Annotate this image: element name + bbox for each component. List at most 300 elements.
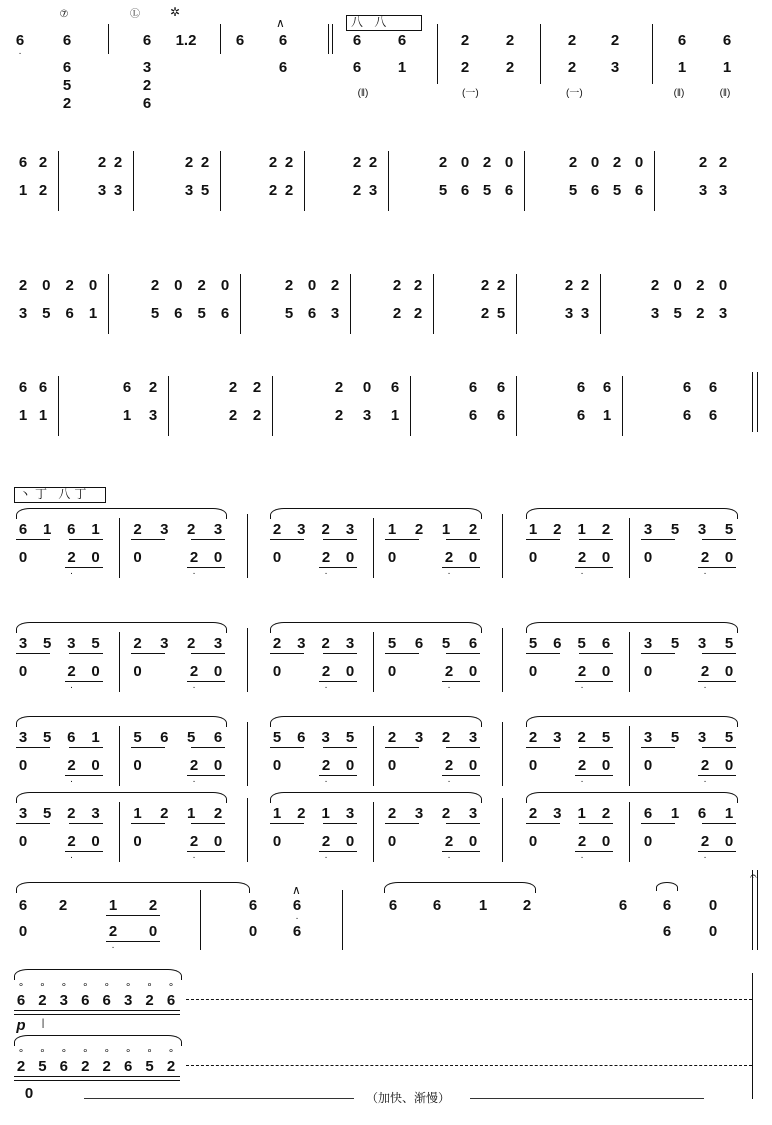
upper-note: 2 <box>18 277 28 294</box>
cadenza-upper-note: 2 <box>38 992 47 1009</box>
upper-note: 5 <box>345 729 355 746</box>
barline <box>328 24 329 54</box>
slur <box>526 508 738 519</box>
upper-note: 3 <box>321 729 330 746</box>
lower-note: 6 <box>65 305 74 322</box>
fermata: 𝄐 <box>750 869 757 883</box>
note: 6 <box>278 32 288 49</box>
octave-dot: · <box>447 852 451 863</box>
barline <box>247 628 248 692</box>
lower-note: 5 <box>150 305 160 322</box>
upper-note: 2 <box>438 154 448 171</box>
upper-note: 6 <box>468 635 478 652</box>
note: 1 <box>722 59 732 76</box>
upper-note: 3 <box>345 805 355 822</box>
underline-beat <box>270 653 304 654</box>
upper-note: 2 <box>160 805 169 822</box>
underline-beat <box>131 747 165 748</box>
underline-beat <box>641 823 675 824</box>
upper-note: 1 <box>577 805 586 822</box>
upper-note: 5 <box>42 635 52 652</box>
upper-note: 3 <box>697 635 707 652</box>
upper-note: 6 <box>390 379 400 396</box>
upper-note: 2 <box>213 805 223 822</box>
octave-dot: · <box>703 776 707 787</box>
upper-note: 2 <box>321 521 330 538</box>
upper-note: 2 <box>321 635 330 652</box>
dashed-extension <box>186 1065 752 1066</box>
upper-note: 6 <box>67 729 76 746</box>
note: 0 <box>18 757 28 774</box>
lower-note: 3 <box>564 305 574 322</box>
underline-beat <box>14 1010 180 1011</box>
upper-note: 5 <box>724 729 734 746</box>
harmonic-circle: ∘ <box>17 1046 25 1057</box>
note: 0 <box>148 923 158 940</box>
note: 6 <box>677 32 687 49</box>
octave-dot: · <box>111 942 115 953</box>
barline <box>119 726 120 786</box>
lower-note: 3 <box>148 407 158 424</box>
upper-note: 3 <box>468 729 478 746</box>
note: 6 <box>18 897 28 914</box>
upper-note: 2 <box>718 154 728 171</box>
note: 2 <box>62 95 72 112</box>
octave-dot: · <box>69 852 74 863</box>
upper-note: 2 <box>150 277 160 294</box>
upper-note: 1 <box>321 805 330 822</box>
note: 6 <box>62 59 72 76</box>
upper-note: 2 <box>297 805 306 822</box>
underline-beat <box>641 653 675 654</box>
upper-note: 6 <box>576 379 586 396</box>
note: 0 <box>272 757 282 774</box>
note: 2 <box>460 59 470 76</box>
octave-dot: · <box>192 852 196 863</box>
slur <box>656 882 678 891</box>
note: 6 <box>142 95 152 112</box>
barline <box>332 24 333 54</box>
cadenza-lower-note: 5 <box>145 1058 154 1075</box>
upper-note: 6 <box>602 379 612 396</box>
lower-note: 5 <box>496 305 506 322</box>
technique-box: 丶丁 八丁 <box>14 487 106 503</box>
upper-note: 0 <box>42 277 51 294</box>
upper-note: 5 <box>42 805 52 822</box>
barline <box>752 973 753 1099</box>
barline <box>654 151 655 211</box>
note: 0 <box>387 833 397 850</box>
upper-note: 5 <box>186 729 196 746</box>
upper-note: 6 <box>697 805 707 822</box>
note: 2 <box>444 663 454 680</box>
slur <box>526 792 738 803</box>
underline-beat <box>270 823 304 824</box>
underline-beat <box>446 823 480 824</box>
note: 0 <box>345 757 355 774</box>
note: 0 <box>528 663 538 680</box>
upper-note: 5 <box>441 635 451 652</box>
note: 2 <box>189 757 199 774</box>
lower-note: 6 <box>590 182 600 199</box>
cadenza-lower-note: 2 <box>16 1058 26 1075</box>
underline-beat <box>385 539 419 540</box>
lower-note: 5 <box>438 182 448 199</box>
upper-note: 0 <box>307 277 317 294</box>
barline <box>437 24 438 84</box>
upper-note: 5 <box>91 635 100 652</box>
upper-note: 2 <box>612 154 622 171</box>
note: 0 <box>213 663 223 680</box>
note: 0 <box>643 663 653 680</box>
underline-beat <box>579 823 613 824</box>
note: 6 <box>352 59 362 76</box>
underline-beat <box>579 539 613 540</box>
note: 0 <box>468 833 478 850</box>
note: 0 <box>133 757 142 774</box>
slur <box>384 882 536 893</box>
note: 0 <box>601 833 611 850</box>
note: 0 <box>387 757 397 774</box>
upper-note: 3 <box>468 805 478 822</box>
upper-note: 1 <box>91 521 100 538</box>
underline-beat <box>14 1014 180 1015</box>
upper-note: 2 <box>272 635 282 652</box>
note: 2 <box>142 77 152 94</box>
upper-note: 6 <box>708 379 718 396</box>
barline <box>240 274 241 334</box>
cadenza-lower-note: 2 <box>102 1058 111 1075</box>
upper-note: 3 <box>553 805 562 822</box>
upper-note: 2 <box>284 277 294 294</box>
note: 2 <box>444 833 454 850</box>
barline <box>373 802 374 862</box>
upper-note: 0 <box>673 277 682 294</box>
note: 2 <box>108 923 118 940</box>
underline-beat <box>385 653 419 654</box>
octave-dot: · <box>18 48 22 59</box>
upper-note: 2 <box>577 729 586 746</box>
lower-note: 6 <box>496 407 506 424</box>
note: 0 <box>345 833 355 850</box>
upper-note: 0 <box>460 154 470 171</box>
underline-beat <box>191 747 225 748</box>
note: 6 <box>292 897 302 914</box>
octave-dot: · <box>580 568 584 579</box>
tempo-caption: （加快、渐慢） <box>366 1091 451 1105</box>
upper-note: 6 <box>38 379 48 396</box>
upper-note: 2 <box>698 154 708 171</box>
upper-note: 1 <box>42 521 52 538</box>
upper-note: 1 <box>577 521 586 538</box>
upper-note: 3 <box>18 635 28 652</box>
upper-note: 1 <box>528 521 538 538</box>
harmonic-circle: ∘ <box>82 980 89 991</box>
upper-note: 0 <box>718 277 728 294</box>
slur <box>270 508 482 519</box>
upper-note: 6 <box>160 729 169 746</box>
note: 2 <box>505 32 515 49</box>
octave-dot: · <box>324 776 328 787</box>
octave-dot: · <box>192 682 196 693</box>
note: 0 <box>18 663 28 680</box>
upper-note: 3 <box>697 729 707 746</box>
lower-note: 1 <box>122 407 132 424</box>
note: 1 <box>397 59 407 76</box>
lower-note: 3 <box>580 305 590 322</box>
upper-note: 6 <box>553 635 562 652</box>
upper-note: 3 <box>213 521 223 538</box>
barline <box>752 372 753 432</box>
octave-dot: · <box>703 568 707 579</box>
note: 2 <box>189 833 199 850</box>
note: 0 <box>91 663 100 680</box>
upper-note: 6 <box>496 379 506 396</box>
upper-note: 2 <box>284 154 294 171</box>
barline <box>516 376 517 436</box>
barline <box>757 870 758 950</box>
upper-note: 2 <box>696 277 705 294</box>
upper-note: 2 <box>392 277 402 294</box>
upper-note: 2 <box>133 635 142 652</box>
note: 3 <box>142 59 152 76</box>
underline-beat <box>16 823 50 824</box>
underline-beat <box>641 747 675 748</box>
upper-note: 2 <box>186 521 196 538</box>
underline-beat <box>14 1080 180 1081</box>
note: 6 <box>388 897 398 914</box>
barline <box>133 151 134 211</box>
note: 0 <box>248 923 258 940</box>
octave-dot: · <box>69 682 74 693</box>
lower-note: 5 <box>673 305 682 322</box>
lower-note: 2 <box>392 305 402 322</box>
octave-dot: · <box>447 568 451 579</box>
note: 2 <box>567 59 577 76</box>
underline-beat <box>131 823 165 824</box>
slur <box>526 716 738 727</box>
upper-note: 2 <box>528 729 538 746</box>
upper-note: 2 <box>414 521 424 538</box>
lower-note: 5 <box>482 182 492 199</box>
slur <box>16 622 227 633</box>
lower-note: 3 <box>184 182 194 199</box>
harmonic-circle: ∘ <box>17 980 25 991</box>
cadenza-upper-note: 6 <box>102 992 111 1009</box>
underline-beat <box>323 653 357 654</box>
barline <box>410 376 411 436</box>
upper-note: 3 <box>643 521 653 538</box>
lower-note: 3 <box>330 305 340 322</box>
upper-note: 3 <box>297 635 306 652</box>
lower-note: 6 <box>708 407 718 424</box>
note: 0 <box>643 757 653 774</box>
slur <box>16 882 250 893</box>
accent-mark: ∧ <box>292 883 301 897</box>
upper-note: 5 <box>387 635 397 652</box>
upper-note: 0 <box>634 154 644 171</box>
lower-note: 3 <box>368 182 378 199</box>
note: 0 <box>133 663 142 680</box>
note: 6 <box>432 897 442 914</box>
lower-note: 2 <box>696 305 705 322</box>
note: 0 <box>708 897 718 914</box>
note: 0 <box>345 549 355 566</box>
lower-note: 6 <box>576 407 586 424</box>
note: 0 <box>272 663 282 680</box>
note: 0 <box>724 663 734 680</box>
upper-note: 2 <box>67 805 76 822</box>
upper-note: 2 <box>601 521 611 538</box>
upper-note: 2 <box>184 154 194 171</box>
lower-note: 3 <box>18 305 28 322</box>
tempo-wedge-line <box>470 1098 704 1099</box>
note: 2 <box>577 757 587 774</box>
barline <box>108 24 109 54</box>
harmonic-circle: ∘ <box>167 1046 175 1057</box>
upper-note: 2 <box>133 521 142 538</box>
note: 2 <box>321 663 331 680</box>
upper-note: 2 <box>468 521 478 538</box>
underline-beat <box>526 653 560 654</box>
note: 6 <box>15 32 25 49</box>
note: 6 <box>352 32 362 49</box>
underline-beat <box>270 539 304 540</box>
underline-beat <box>641 539 675 540</box>
cadenza-upper-note: 6 <box>16 992 26 1009</box>
note: 2 <box>58 897 68 914</box>
upper-note: 5 <box>42 729 52 746</box>
upper-note: 3 <box>414 805 424 822</box>
cadenza-upper-note: 2 <box>145 992 154 1009</box>
upper-note: 5 <box>670 729 680 746</box>
underline-beat <box>191 539 225 540</box>
underline-beat <box>702 747 736 748</box>
lower-note: 2 <box>480 305 490 322</box>
upper-note: 2 <box>330 277 340 294</box>
barline <box>373 518 374 578</box>
upper-note: 2 <box>334 379 344 396</box>
upper-note: 1 <box>724 805 734 822</box>
lower-note: 3 <box>113 182 123 199</box>
upper-note: 5 <box>670 521 680 538</box>
note: 1 <box>677 59 687 76</box>
slur <box>270 716 482 727</box>
octave-dot: · <box>703 852 707 863</box>
barline <box>247 798 248 862</box>
upper-note: 3 <box>160 635 169 652</box>
upper-note: 3 <box>213 635 223 652</box>
barline <box>516 274 517 334</box>
upper-note: 2 <box>482 154 492 171</box>
accent-mark: ∧ <box>276 16 285 30</box>
slur <box>270 622 482 633</box>
barline <box>119 802 120 862</box>
underline-beat <box>16 539 50 540</box>
upper-note: 5 <box>577 635 586 652</box>
lower-note: 6 <box>468 407 478 424</box>
barline <box>388 151 389 211</box>
asterisk-mark: ✲ <box>170 5 181 19</box>
barline <box>304 151 305 211</box>
upper-note: 1 <box>441 521 451 538</box>
lower-note: 2 <box>38 182 48 199</box>
note: 2 <box>67 549 76 566</box>
note: 2 <box>444 757 454 774</box>
upper-note: 3 <box>643 635 653 652</box>
note: 2 <box>189 663 199 680</box>
upper-note: 3 <box>18 805 28 822</box>
upper-note: 2 <box>601 805 611 822</box>
upper-note: 3 <box>160 521 169 538</box>
barline <box>502 798 503 862</box>
underline-beat <box>69 747 103 748</box>
octave-dot: · <box>324 682 328 693</box>
lower-note: 1 <box>38 407 48 424</box>
upper-note: 5 <box>724 635 734 652</box>
harmonic-circle: ∘ <box>125 980 132 991</box>
cadenza-upper-note: 6 <box>166 992 176 1009</box>
upper-note: 2 <box>97 154 107 171</box>
note: 2 <box>567 32 577 49</box>
upper-note: 0 <box>174 277 183 294</box>
octave-dot: · <box>69 776 74 787</box>
underline-beat <box>702 653 736 654</box>
barline <box>600 274 601 334</box>
lower-note: 3 <box>362 407 372 424</box>
harmonic-circle: ∘ <box>82 1046 89 1057</box>
underline-beat <box>579 747 613 748</box>
note: 0 <box>133 833 142 850</box>
fingering-mark: (‖) <box>719 88 731 99</box>
upper-note: 1 <box>272 805 282 822</box>
underline-beat <box>16 653 50 654</box>
note: 6 <box>292 923 302 940</box>
lower-note: 6 <box>220 305 230 322</box>
note: 2 <box>577 833 587 850</box>
barline <box>373 632 374 692</box>
upper-note: 0 <box>88 277 98 294</box>
note: 0 <box>91 549 100 566</box>
lower-note: 2 <box>252 407 262 424</box>
barline <box>168 376 169 436</box>
note: 0 <box>213 757 223 774</box>
note: 1 <box>108 897 118 914</box>
note: 2 <box>189 549 199 566</box>
barline <box>247 514 248 578</box>
dynamic-mark: p <box>16 1017 26 1034</box>
note: 0 <box>272 833 282 850</box>
upper-note: 2 <box>441 729 451 746</box>
upper-note: 3 <box>553 729 562 746</box>
barline <box>119 518 120 578</box>
upper-note: 2 <box>197 277 206 294</box>
upper-note: 2 <box>186 635 196 652</box>
upper-note: 1 <box>186 805 196 822</box>
upper-note: 2 <box>580 277 590 294</box>
underline-beat <box>702 823 736 824</box>
cadenza-lower-note: 5 <box>38 1058 47 1075</box>
note: 1.2 <box>175 32 197 49</box>
underline-beat <box>131 653 165 654</box>
note: 2 <box>321 833 331 850</box>
cadenza-lower-note: 2 <box>81 1058 90 1075</box>
note: 0 <box>468 663 478 680</box>
note: 6 <box>278 59 288 76</box>
start-rest: 0 <box>24 1085 34 1102</box>
note: 2 <box>700 757 710 774</box>
upper-note: 2 <box>113 154 123 171</box>
